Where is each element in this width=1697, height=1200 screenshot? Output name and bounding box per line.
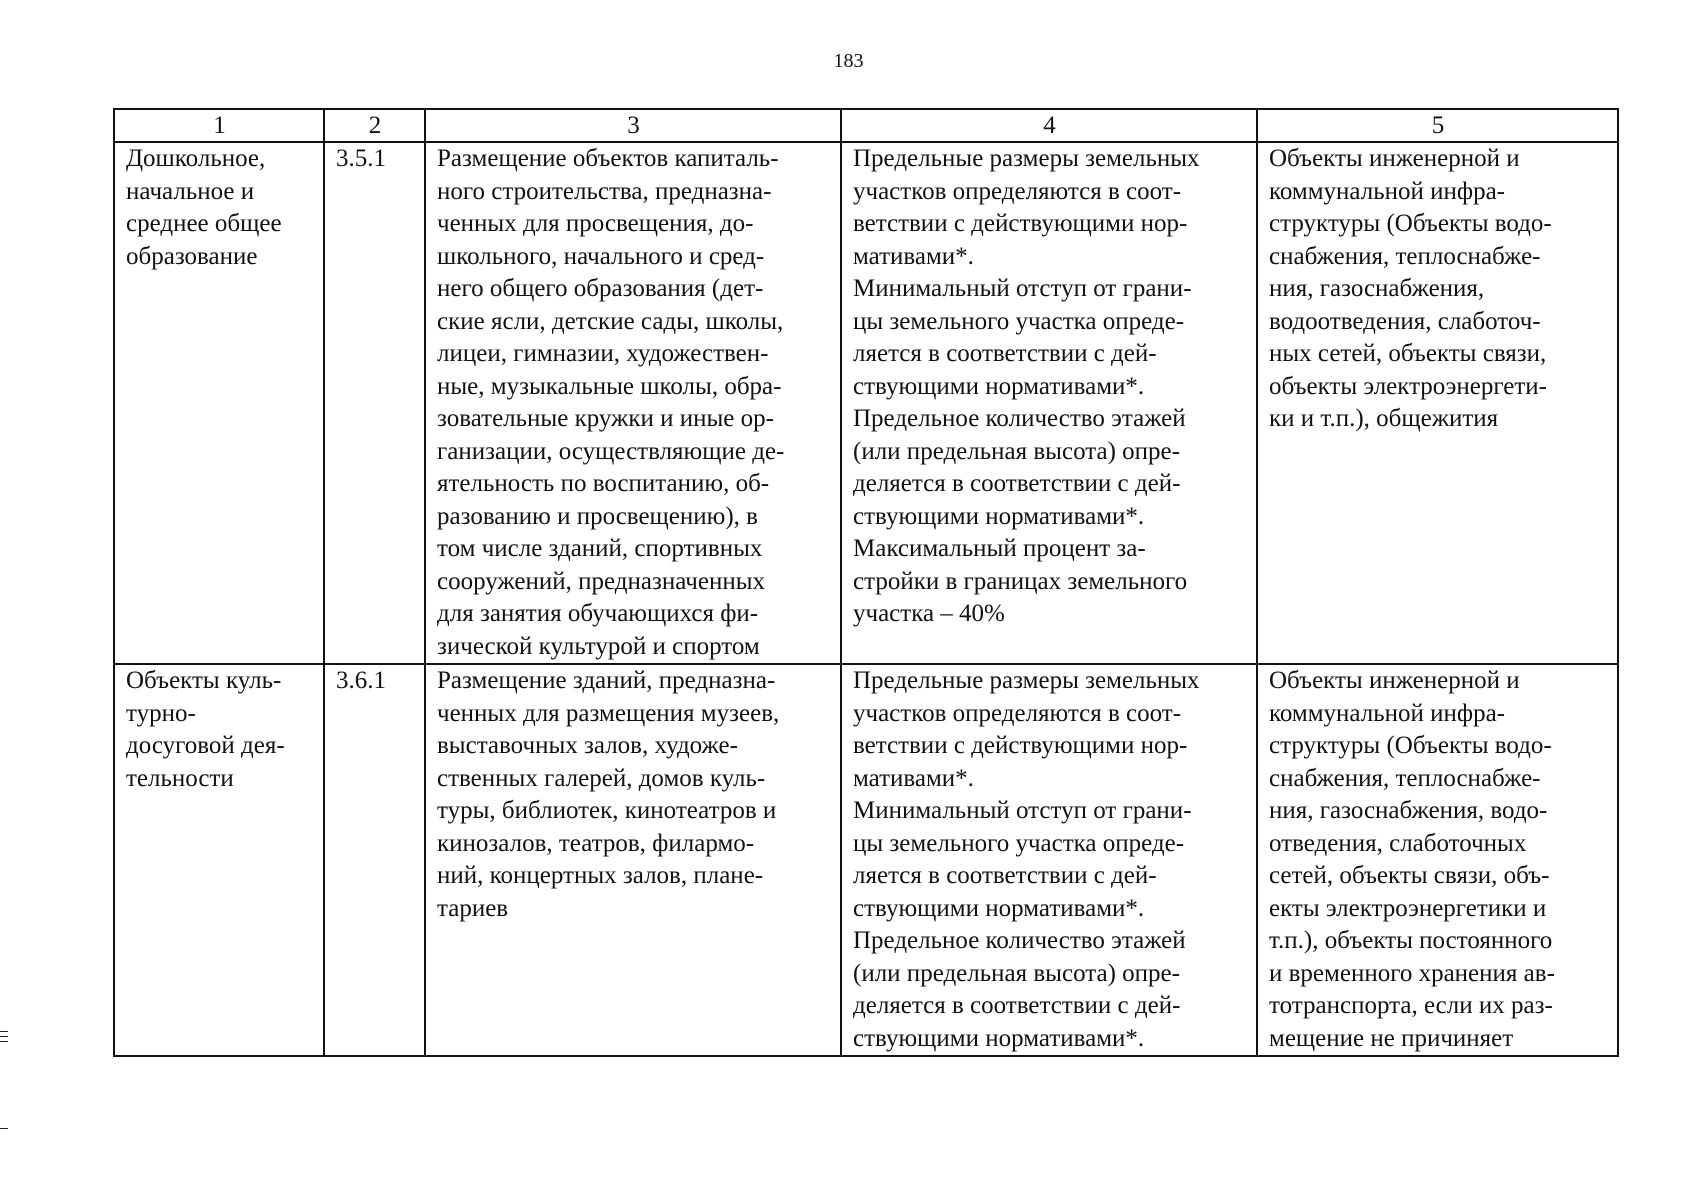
table-row [114, 664, 1618, 1056]
auxiliary-uses-cell [1257, 664, 1618, 1056]
text-line: ятельность по воспитанию, об- [437, 470, 770, 497]
text-line: ляется в соответствии с дей- [853, 862, 1157, 889]
text-line: стройки в границах земельного [853, 567, 1188, 595]
text-line: ния, газоснабжения, водо- [1269, 797, 1548, 824]
text-line: деляется в соответствии с дей- [853, 992, 1181, 1019]
table-header-row [114, 109, 1618, 142]
text-line: Предельное количество этажей [853, 405, 1186, 432]
use-description-cell [425, 142, 841, 664]
text-line: туры, библиотек, кинотеатров и [437, 797, 777, 824]
text-line: разованию и просвещению), в [437, 502, 758, 530]
text-line: досуговой дея- [126, 732, 285, 759]
table-row [114, 142, 1618, 664]
text-line: лицеи, гимназии, художествен- [437, 340, 769, 367]
parameters-cell [841, 142, 1257, 664]
text-line: ченных для просвещения, до- [437, 210, 754, 237]
text-line: ные, музыкальные школы, обра- [437, 372, 782, 400]
text-line: ки и т.п.), общежития [1269, 405, 1499, 432]
text-line: коммунальной инфра- [1269, 177, 1505, 205]
text-line: ветствии с действующими нор- [853, 732, 1188, 759]
scan-edge-mark [0, 1031, 8, 1032]
text-line: объекты электроэнергети- [1269, 372, 1547, 400]
text-line: турно- [126, 699, 196, 727]
text-line: для занятия обучающихся фи- [437, 600, 759, 627]
text-line: Размещение зданий, предназна- [437, 667, 776, 694]
text-line: ний, концертных залов, плане- [437, 862, 764, 889]
scan-edge-mark [0, 1036, 8, 1037]
scan-edge-mark [0, 1041, 8, 1042]
text-line: ного строительства, предназна- [437, 177, 772, 205]
text-line: тельности [126, 764, 234, 792]
text-line: Объекты инженерной и [1269, 667, 1520, 694]
text-line: Минимальный отступ от грани- [853, 797, 1192, 824]
text-line: цы земельного участка опреде- [853, 829, 1185, 857]
text-line: Максимальный процент за- [853, 535, 1146, 562]
text-line: коммунальной инфра- [1269, 699, 1505, 727]
text-line: ветствии с действующими нор- [853, 210, 1188, 237]
text-line: снабжения, теплоснабже- [1269, 242, 1541, 270]
text-line: Предельное количество этажей [853, 927, 1186, 954]
use-code-cell: 3.6.1 [324, 664, 425, 1056]
text-line: ляется в соответствии с дей- [853, 340, 1157, 367]
text-line: ствующими нормативами*. [853, 894, 1145, 922]
text-line: участков определяются в соот- [853, 699, 1182, 727]
text-line: т.п.), объекты постоянного [1269, 927, 1553, 954]
text-line: Предельные размеры земельных [853, 667, 1200, 694]
scan-edge-mark [0, 1128, 8, 1129]
text-line: Дошкольное, [126, 145, 266, 172]
text-line: образование [126, 242, 258, 270]
text-line: Предельные размеры земельных [853, 145, 1200, 172]
header-cell-2: 2 [324, 109, 425, 142]
text-line: Минимальный отступ от грани- [853, 275, 1192, 302]
text-line: ствующими нормативами*. [853, 502, 1145, 530]
text-line: ных сетей, объекты связи, [1269, 340, 1547, 367]
header-cell-5: 5 [1257, 109, 1618, 142]
zoning-table [113, 108, 1619, 1057]
text-line: мативами*. [853, 242, 974, 270]
text-line: отведения, слаботочных [1269, 829, 1527, 857]
text-line: него общего образования (дет- [437, 275, 764, 302]
use-name-cell [114, 664, 324, 1056]
text-line: снабжения, теплоснабже- [1269, 764, 1541, 792]
text-line: екты электроэнергетики и [1269, 894, 1547, 922]
text-line: выставочных залов, художе- [437, 732, 738, 759]
text-line: мативами*. [853, 764, 974, 792]
text-line: и временного хранения ав- [1269, 959, 1555, 987]
use-description-cell [425, 664, 841, 1056]
text-line: (или предельная высота) опре- [853, 959, 1180, 987]
use-name-cell [114, 142, 324, 664]
text-line: ские ясли, детские сады, школы, [437, 307, 784, 335]
text-line: сооружений, предназначенных [437, 567, 766, 595]
text-line: Размещение объектов капиталь- [437, 145, 779, 172]
text-line: сетей, объекты связи, объ- [1269, 862, 1550, 889]
text-line: ганизации, осуществляющие де- [437, 437, 785, 465]
text-line: мещение не причиняет [1269, 1024, 1514, 1052]
text-line: тариев [437, 894, 509, 922]
text-line: структуры (Объекты водо- [1269, 732, 1552, 759]
text-line: цы земельного участка опреде- [853, 307, 1185, 335]
text-line: ственных галерей, домов куль- [437, 764, 766, 792]
text-line: водоотведения, слаботоч- [1269, 307, 1541, 335]
text-line: (или предельная высота) опре- [853, 437, 1180, 465]
text-line: Объекты куль- [126, 667, 282, 694]
text-line: ния, газоснабжения, [1269, 275, 1485, 302]
text-line: Объекты инженерной и [1269, 145, 1520, 172]
parameters-cell [841, 664, 1257, 1056]
header-cell-1: 1 [114, 109, 324, 142]
text-line: участков определяются в соот- [853, 177, 1182, 205]
text-line: деляется в соответствии с дей- [853, 470, 1181, 497]
header-cell-4: 4 [841, 109, 1257, 142]
text-line: ствующими нормативами*. [853, 1024, 1145, 1052]
text-line: ствующими нормативами*. [853, 372, 1145, 400]
page-number: 183 [833, 50, 864, 72]
text-line: участка – 40% [853, 600, 1005, 627]
text-line: тотранспорта, если их раз- [1269, 992, 1553, 1019]
text-line: зической культурой и спортом [437, 632, 760, 660]
text-line: начальное и [126, 177, 255, 205]
text-line: школьного, начального и сред- [437, 242, 765, 270]
auxiliary-uses-cell [1257, 142, 1618, 664]
text-line: ченных для размещения музеев, [437, 699, 780, 727]
text-line: том числе зданий, спортивных [437, 535, 763, 562]
text-line: структуры (Объекты водо- [1269, 210, 1552, 237]
text-line: среднее общее [126, 210, 282, 237]
text-line: кинозалов, театров, филармо- [437, 829, 755, 857]
use-code-cell: 3.5.1 [324, 142, 425, 664]
header-cell-3: 3 [425, 109, 841, 142]
text-line: зовательные кружки и иные ор- [437, 405, 774, 432]
